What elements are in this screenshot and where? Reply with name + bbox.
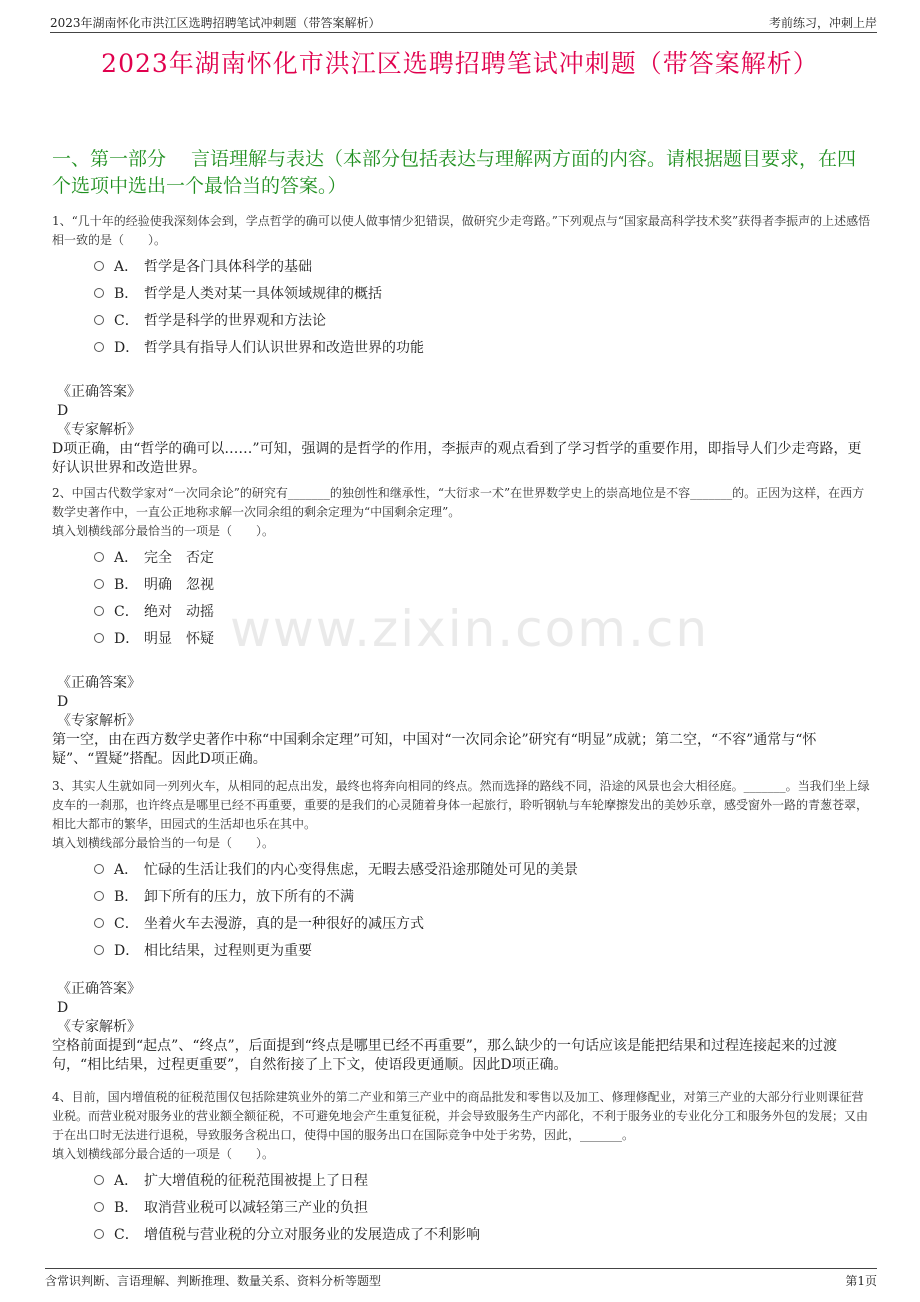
radio-icon[interactable] [94, 315, 104, 325]
section-heading: 一、第一部分 言语理解与表达（本部分包括表达与理解两方面的内容。请根据题目要求，在四个选项中选出一个最恰当的答案。） [52, 148, 857, 197]
option-list [52, 544, 872, 652]
option-b[interactable]: B． 哲学是人类对某一具体领域规律的概括 [52, 280, 872, 307]
page-number: 第1页 [845, 1274, 877, 1288]
answer-value: D [57, 694, 69, 710]
answer-value: D [57, 403, 69, 419]
radio-icon[interactable] [94, 864, 104, 874]
radio-icon[interactable] [94, 633, 104, 643]
question-1 [52, 212, 872, 478]
option-a[interactable]: A． 哲学是各门具体科学的基础 [52, 253, 872, 280]
option-d[interactable]: D． 相比结果，过程则更为重要 [52, 937, 872, 964]
answer-block [52, 980, 872, 1075]
document-title: 2023年湖南怀化市洪江区选聘招聘笔试冲刺题（带答案解析） [101, 49, 819, 78]
radio-icon[interactable] [94, 606, 104, 616]
option-c[interactable]: C． 绝对 动摇 [52, 598, 872, 625]
option-list [52, 253, 872, 361]
option-d[interactable]: D． 明显 怀疑 [52, 625, 872, 652]
question-stem: 4、目前，国内增值税的征税范围仅包括除建筑业外的第二产业和第三产业中的商品批发和零售以及加工、修理修配业，对第三产业的大部分行业则课征营业税。而营业税对服务业的营业额全额征税，不可避免地会产生重复征税，并会导致服务生产内部化，不利于服务业的专业化分工和服务外包的发展；又由于在出口时无法进行退税，导致服务含税出口，使得中国的服务出口在国际竞争中处于劣势，因此，_______。 [52, 1090, 869, 1142]
question-3 [52, 777, 872, 1075]
radio-icon[interactable] [94, 1229, 104, 1239]
answer-value: D [57, 1000, 69, 1016]
radio-icon[interactable] [94, 891, 104, 901]
radio-icon[interactable] [94, 342, 104, 352]
analysis-label: 《专家解析》 [57, 422, 141, 438]
option-b[interactable]: B． 卸下所有的压力，放下所有的不满 [52, 883, 872, 910]
radio-icon[interactable] [94, 945, 104, 955]
question-prompt: 填入划横线部分最合适的一项是（ ）。 [52, 1147, 275, 1161]
radio-icon[interactable] [94, 288, 104, 298]
analysis-label: 《专家解析》 [57, 713, 141, 729]
option-c[interactable]: C． 增值税与营业税的分立对服务业的发展造成了不利影响 [52, 1221, 872, 1248]
answer-label: 《正确答案》 [57, 981, 141, 997]
analysis-text: 第一空，由在西方数学史著作中称“中国剩余定理”可知，中国对“一次同余论”研究有“明显”成就；第二空，“不容”通常与“怀疑”、“置疑”搭配。因此D项正确。 [52, 732, 817, 767]
radio-icon[interactable] [94, 261, 104, 271]
header-doc-title: 2023年湖南怀化市洪江区选聘招聘笔试冲刺题（带答案解析） [50, 16, 381, 30]
question-4 [52, 1088, 872, 1248]
analysis-label: 《专家解析》 [57, 1019, 141, 1035]
page-footer [45, 1268, 877, 1289]
page-header [50, 12, 877, 33]
analysis-text: D项正确，由“哲学的确可以……”可知，强调的是哲学的作用，李振声的观点看到了学习哲学的重要作用，即指导人们少走弯路，更好认识世界和改造世界。 [52, 441, 862, 476]
radio-icon[interactable] [94, 1175, 104, 1185]
question-stem: 1、“几十年的经验使我深刻体会到，学点哲学的确可以使人做事情少犯错误，做研究少走弯路。”下列观点与“国家最高科学技术奖”获得者李振声的上述感悟相一致的是（ ）。 [52, 214, 871, 247]
footer-topics: 含常识判断、言语理解、判断推理、数量关系、资料分析等题型 [45, 1274, 382, 1288]
question-stem: 3、其实人生就如同一列列火车，从相同的起点出发，最终也将奔向相同的终点。然而选择的路线不同，沿途的风景也会大相径庭。_______。当我们坐上绿皮车的一刹那，也许终点是哪里已经不再重要，重要的是我们的心灵随着身体一起旅行，聆听钢轨与车轮摩擦发出的美妙乐章，感受窗外一路的青葱苍翠，相比大都市的繁华，田园式的生活却也乐在其中。 [52, 779, 870, 831]
option-a[interactable]: A． 忙碌的生活让我们的内心变得焦虑，无暇去感受沿途那随处可见的美景 [52, 856, 872, 883]
option-list [52, 1167, 872, 1248]
question-prompt: 填入划横线部分最恰当的一项是（ ）。 [52, 524, 275, 538]
option-c[interactable]: C． 哲学是科学的世界观和方法论 [52, 307, 872, 334]
question-prompt: 填入划横线部分最恰当的一句是（ ）。 [52, 836, 275, 850]
header-slogan: 考前练习，冲刺上岸 [768, 16, 877, 30]
answer-block [52, 674, 872, 769]
option-b[interactable]: B． 取消营业税可以减轻第三产业的负担 [52, 1194, 872, 1221]
analysis-text: 空格前面提到“起点”、“终点”，后面提到“终点是哪里已经不再重要”，那么缺少的一句话应该是能把结果和过程连接起来的过渡句，“相比结果，过程更重要”，自然衔接了上下文，使语段更通顺。因此D项正确。 [52, 1038, 837, 1073]
radio-icon[interactable] [94, 1202, 104, 1212]
option-a[interactable]: A． 完全 否定 [52, 544, 872, 571]
answer-label: 《正确答案》 [57, 675, 141, 691]
option-d[interactable]: D． 哲学具有指导人们认识世界和改造世界的功能 [52, 334, 872, 361]
radio-icon[interactable] [94, 918, 104, 928]
watermark: www.zixin.com.cn [230, 600, 710, 658]
option-list [52, 856, 872, 964]
answer-label: 《正确答案》 [57, 384, 141, 400]
option-a[interactable]: A． 扩大增值税的征税范围被提上了日程 [52, 1167, 872, 1194]
question-2 [52, 484, 872, 769]
radio-icon[interactable] [94, 552, 104, 562]
option-c[interactable]: C． 坐着火车去漫游，真的是一种很好的减压方式 [52, 910, 872, 937]
option-b[interactable]: B． 明确 忽视 [52, 571, 872, 598]
answer-block [52, 383, 872, 478]
question-stem: 2、中国古代数学家对“一次同余论”的研究有_______的独创性和继承性，“大衍求一术”在世界数学史上的崇高地位是不容_______的。正因为这样，在西方数学史著作中，一直公正地称求解一次同余组的剩余定理为“中国剩余定理”。 [52, 486, 865, 519]
radio-icon[interactable] [94, 579, 104, 589]
